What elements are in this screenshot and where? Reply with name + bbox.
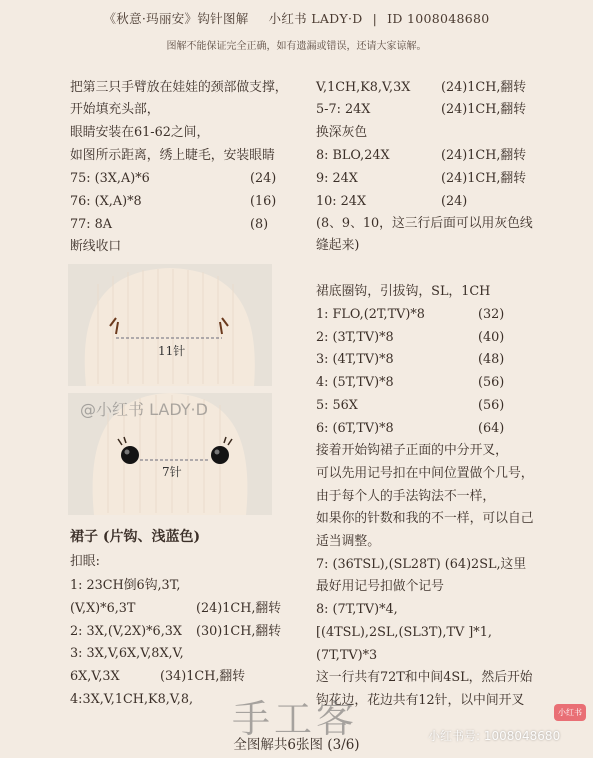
stitch-count: (24) xyxy=(441,194,468,209)
round-instruction: 77: 8A xyxy=(70,217,113,232)
round-instruction: 75: (3X,A)*6 xyxy=(70,171,150,186)
intro-line: 开始填充头部， xyxy=(70,102,160,117)
round-instruction: 3: (4T,TV)*8 xyxy=(316,352,394,367)
round-instruction: 6: (6T,TV)*8 xyxy=(316,421,394,436)
stitch-count: (56) xyxy=(478,375,505,390)
stitch-count: (24)1CH,翻转 xyxy=(441,148,527,163)
row-instruction: 1: 23CH倒6钩,3T, xyxy=(70,578,181,593)
stitch-count: (64) xyxy=(478,421,505,436)
instruction-paragraph: 由于每个人的手法钩法不一样， xyxy=(316,489,496,504)
skirt-edge-heading: 裙底圈钩，引拔钩，SL，1CH xyxy=(316,284,491,299)
row-instruction: 5-7: 24X xyxy=(316,102,371,117)
row-instruction: 3: 3X,V,6X,V,8X,V, xyxy=(70,646,184,661)
header: 《秋意·玛丽安》钩针图解 小红书 LADY·D | ID 1008048680 xyxy=(103,11,490,26)
skirt-section-title: 裙子 (片钩、浅蓝色) xyxy=(70,529,201,545)
sewing-note: (8、9、10，这三行后面可以用灰色线 xyxy=(316,216,533,231)
doll-head-photo-top xyxy=(68,264,272,386)
row-instruction: 6X,V,3X xyxy=(70,669,120,684)
row-instruction: 9: 24X xyxy=(316,171,358,186)
row-instruction: 10: 24X xyxy=(316,194,367,209)
stitch-distance-label: 7针 xyxy=(162,465,182,479)
row-8-instruction: 8: (7T,TV)*4, xyxy=(316,602,398,617)
row-7-instruction: 最好用记号扣做个记号 xyxy=(316,579,444,594)
color-change-note: 换深灰色 xyxy=(316,125,368,140)
stitch-count: (24) xyxy=(250,171,277,186)
row-instruction: (V,X)*6,3T xyxy=(70,601,136,616)
stitch-count: (16) xyxy=(250,194,277,209)
photo-watermark: @小红书 LADY·D xyxy=(80,400,208,419)
instruction-paragraph: 接着开始钩裙子正面的中分开叉， xyxy=(316,443,508,458)
row-7-instruction: 7: (36TSL),(SL28T) (64)2SL,这里 xyxy=(316,557,527,572)
stitch-count: (24)1CH,翻转 xyxy=(441,171,527,186)
round-instruction: 4: (5T,TV)*8 xyxy=(316,375,394,390)
disclaimer: 图解不能保证完全正确，如有遗漏或错误，还请大家谅解。 xyxy=(166,41,427,52)
account-watermark: 小红书号: 1008048680 xyxy=(428,729,561,743)
stitch-count: (48) xyxy=(478,352,505,367)
instruction-paragraph: 可以先用记号扣在中间位置做个几号， xyxy=(316,466,534,481)
row-instruction: 8: BLO,24X xyxy=(316,148,390,163)
intro-line: 把第三只手臂放在娃娃的颈部做支撑， xyxy=(70,80,288,95)
xiaohongshu-badge: 小红书 xyxy=(554,704,586,721)
author-handle: 小红书 LADY·D xyxy=(268,11,363,26)
doll-head-photo-front xyxy=(68,393,272,515)
round-instruction: 1: FLO,(2T,TV)*8 xyxy=(316,307,425,322)
sewing-note: 缝起来) xyxy=(316,238,360,253)
stitch-distance-label: 11针 xyxy=(158,344,186,358)
row-8-instruction: [(4TSL),2SL,(SL3T),TV ]*1, xyxy=(316,625,492,640)
stitch-count: (8) xyxy=(250,217,269,232)
stitch-count: (30)1CH,翻转 xyxy=(196,624,282,639)
stitch-count: (32) xyxy=(478,307,505,322)
row-8-instruction: (7T,TV)*3 xyxy=(316,648,378,663)
stitch-count: (34)1CH,翻转 xyxy=(160,669,246,684)
row-instruction: 2: 3X,(V,2X)*6,3X xyxy=(70,624,183,639)
row-instruction: 4:3X,V,1CH,K8,V,8, xyxy=(70,692,194,707)
round-instruction: 5: 56X xyxy=(316,398,358,413)
round-instruction: 2: (3T,TV)*8 xyxy=(316,330,394,345)
stitch-count: (24)1CH,翻转 xyxy=(196,601,282,616)
author-id: ID 1008048680 xyxy=(387,11,490,26)
intro-line: 眼睛安装在61-62之间， xyxy=(70,125,210,140)
stitch-count: (24)1CH,翻转 xyxy=(441,102,527,117)
pattern-title: 《秋意·玛丽安》钩针图解 xyxy=(103,11,249,26)
fasten-off-note: 断线收口 xyxy=(70,239,122,254)
instruction-paragraph: 如果你的针数和我的不一样，可以自己 xyxy=(316,511,534,526)
handmade-watermark: 手工客 xyxy=(232,697,359,741)
page-footer: 全图解共6张图 (3/6) xyxy=(233,737,360,753)
instruction-paragraph: 适当调整。 xyxy=(316,534,380,549)
buttonhole-heading: 扣眼: xyxy=(70,554,100,569)
intro-line: 如图所示距离，绣上睫毛，安装眼睛 xyxy=(70,148,275,163)
stitch-count: (40) xyxy=(478,330,505,345)
round-instruction: 76: (X,A)*8 xyxy=(70,194,142,209)
closing-paragraph: 钩花边，花边共有12针，以中间开叉 xyxy=(316,693,525,708)
stitch-count: (24)1CH,翻转 xyxy=(441,80,527,95)
closing-paragraph: 这一行共有72T和中间4SL，然后开始 xyxy=(316,670,533,685)
stitch-count: (56) xyxy=(478,398,505,413)
row-instruction: V,1CH,K8,V,3X xyxy=(316,80,411,95)
